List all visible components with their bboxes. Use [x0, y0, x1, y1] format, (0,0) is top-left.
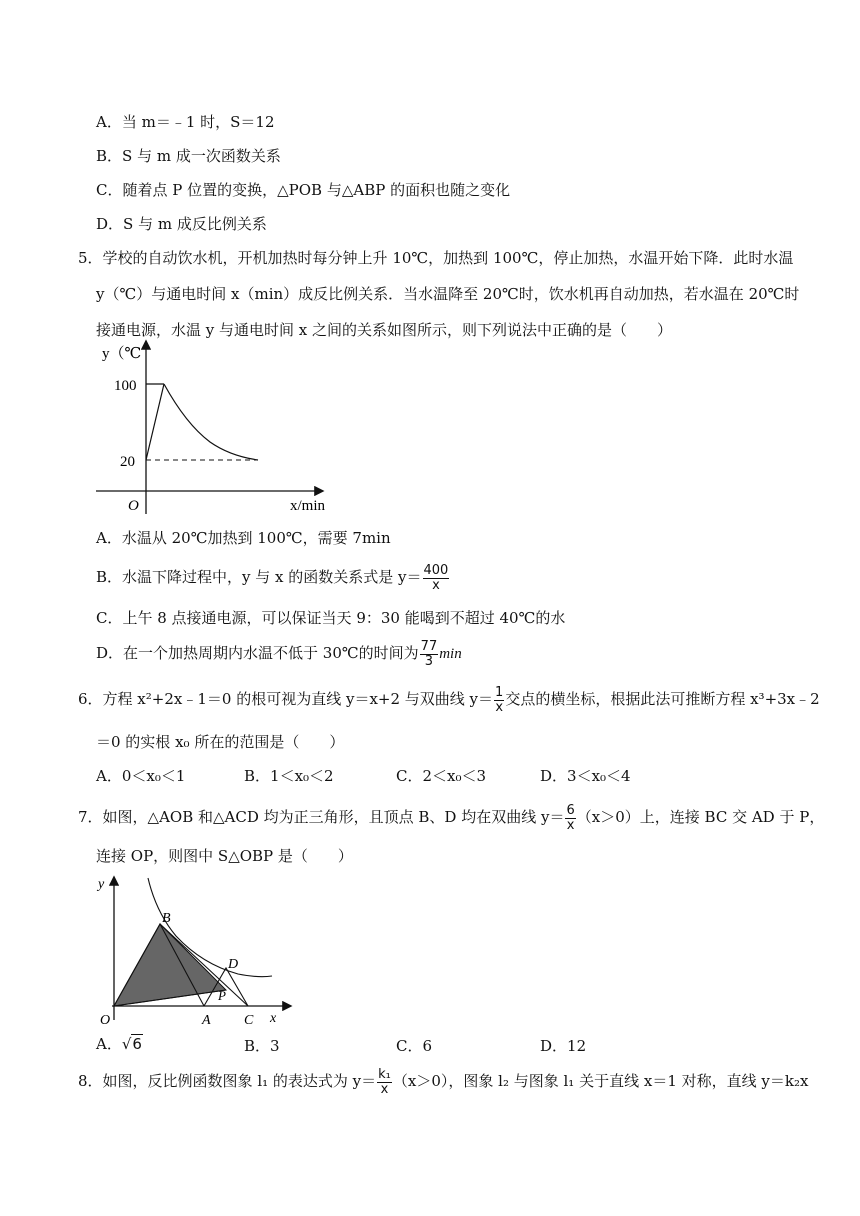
fraction-denominator: x	[432, 577, 440, 593]
q7-option-d: D．12	[540, 1037, 587, 1055]
q5-stem-line-2: y（℃）与通电时间 x（min）成反比例关系．当水温降至 20℃时，饮水机再自动加热，若水温在 20℃时	[96, 285, 800, 303]
q4-option-a: A．当 m＝﹣1 时，S＝12	[96, 113, 275, 131]
q7-stem-text-b: （x＞0）上，连接 BC 交 AD 于 P，	[576, 808, 825, 826]
q5-option-a: A．水温从 20℃加热到 100℃，需要 7min	[96, 529, 391, 547]
sqrt-radicand: 6	[132, 1035, 142, 1053]
q7-stem-line-2: 连接 OP，则图中 S△OBP 是（ ）	[96, 847, 353, 865]
q6-option-c: C．2＜x₀＜3	[396, 767, 487, 785]
q4-option-d: D．S 与 m 成反比例关系	[96, 215, 267, 233]
fraction-numerator: 6	[566, 802, 575, 818]
q6-option-a: A．0＜x₀＜1	[96, 767, 186, 785]
q7-stem-text-a: 7．如图，△AOB 和△ACD 均为正三角形，且顶点 B、D 均在双曲线 y＝	[78, 808, 565, 826]
label-p: P	[218, 988, 226, 1003]
q6-option-b: B．1＜x₀＜2	[244, 767, 334, 785]
q4-option-b: B．S 与 m 成一次函数关系	[96, 147, 281, 165]
fraction-denominator: x	[495, 699, 504, 715]
label-b: B	[162, 911, 171, 926]
q5-option-c: C．上午 8 点接通电源，可以保证当天 9：30 能喝到不超过 40℃的水	[96, 609, 566, 627]
q5-option-d	[96, 636, 462, 671]
q6-stem-text-b: 交点的横坐标，根据此法可推断方程 x³+3x﹣2	[505, 690, 820, 708]
tick-100: 100	[114, 378, 137, 394]
label-o: O	[100, 1013, 111, 1028]
q5-option-b	[96, 560, 450, 594]
sqrt-symbol: √6	[121, 1035, 142, 1053]
origin-label: O	[128, 498, 139, 514]
q7-fraction	[565, 804, 575, 833]
fraction-denominator: x	[380, 1081, 389, 1097]
q8-fraction	[377, 1068, 392, 1097]
label-c: C	[244, 1013, 254, 1028]
q5-temperature-graph	[90, 338, 350, 520]
q5-stem-line-1: 5．学校的自动饮水机，开机加热时每分钟上升 10℃，加热到 100℃，停止加热，水温开始下降．此时水温	[78, 249, 794, 267]
q8-stem-text-a: 8．如图，反比例函数图象 l₁ 的表达式为 y＝	[78, 1072, 377, 1090]
q5-option-d-text: D．在一个加热周期内水温不低于 30℃的时间为	[96, 644, 419, 662]
q5-stem-line-3: 接通电源，水温 y 与通电时间 x 之间的关系如图所示，则下列说法中正确的是（ ）	[96, 321, 673, 339]
q6-fraction	[494, 686, 504, 715]
shaded-triangle-obp	[114, 924, 226, 1006]
q6-stem-text-a: 6．方程 x²+2x﹣1＝0 的根可视为直线 y＝x+2 与双曲线 y＝	[78, 690, 494, 708]
fraction-numerator: 77	[420, 638, 438, 654]
fraction-numerator: k₁	[378, 1066, 391, 1082]
q8-stem-line-1	[78, 1064, 808, 1098]
fraction-numerator: 400	[423, 562, 449, 578]
label-a: A	[202, 1013, 211, 1028]
q7-geometry-figure	[92, 872, 298, 1028]
x-axis-label: x/min	[290, 498, 326, 514]
fraction-numerator: 1	[495, 684, 504, 700]
q8-stem-text-b: （x＞0），图象 l₂ 与图象 l₁ 关于直线 x＝1 对称，直线 y＝k₂x	[392, 1072, 809, 1090]
q7-option-c: C．6	[396, 1037, 433, 1055]
heating-segment	[146, 384, 164, 460]
label-x: x	[270, 1011, 277, 1026]
label-d: D	[228, 957, 239, 972]
q7-option-a	[96, 1034, 143, 1054]
fraction-denominator: 3	[424, 653, 434, 669]
q7-option-b: B．3	[244, 1037, 280, 1055]
q5-option-b-fraction	[423, 564, 450, 593]
q5-option-d-fraction	[420, 640, 439, 669]
q4-option-c: C．随着点 P 位置的变换，△POB 与△ABP 的面积也随之变化	[96, 181, 511, 199]
q6-stem-line-1	[78, 682, 820, 716]
q5-option-d-unit: min	[439, 646, 462, 662]
tick-20: 20	[120, 454, 135, 470]
fraction-denominator: x	[566, 817, 575, 833]
q6-stem-line-2: ＝0 的实根 x₀ 所在的范围是（ ）	[96, 733, 345, 751]
q7-stem-line-1	[78, 800, 824, 834]
q6-option-d: D．3＜x₀＜4	[540, 767, 631, 785]
q7-option-a-text: A．	[96, 1035, 122, 1053]
cooling-curve	[164, 384, 258, 460]
q5-option-b-text: B．水温下降过程中，y 与 x 的函数关系式是 y＝	[96, 568, 422, 586]
y-axis-label: y（℃	[102, 346, 142, 362]
label-y: y	[98, 877, 105, 892]
